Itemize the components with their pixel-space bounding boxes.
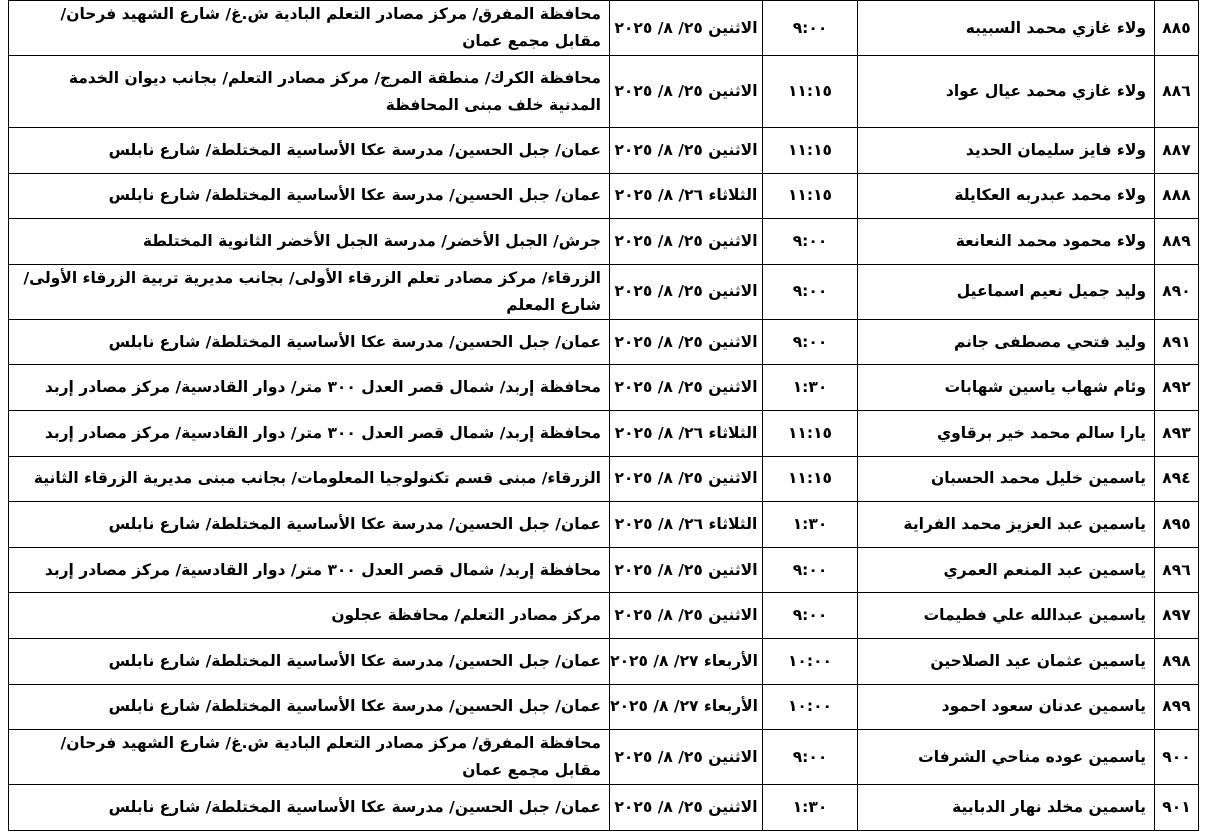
schedule-table <box>8 0 1199 831</box>
location-cell: عمان/ جبل الحسين/ مدرسة عكا الأساسية المختلطة/ شارع نابلس <box>9 684 610 730</box>
appointment-date-cell: الأربعاء ٢٧/ ٨/ ٢٠٢٥ <box>610 638 763 684</box>
person-name-cell: ياسمين عدنان سعود احمود <box>858 684 1155 730</box>
table-row <box>9 547 1199 593</box>
table-row <box>9 219 1199 265</box>
row-number-cell: ٨٩٣ <box>1155 410 1199 456</box>
location-cell: عمان/ جبل الحسين/ مدرسة عكا الأساسية المختلطة/ شارع نابلس <box>9 319 610 365</box>
person-name-cell: يارا سالم محمد خير برقاوي <box>858 410 1155 456</box>
appointment-date-cell: الاثنين ٢٥/ ٨/ ٢٠٢٥ <box>610 56 763 128</box>
table-row <box>9 264 1199 319</box>
person-name-cell: ياسمين عثمان عيد الصلاحين <box>858 638 1155 684</box>
location-cell: محافظة إربد/ شمال قصر العدل ٣٠٠ متر/ دوار القادسية/ مركز مصادر إربد <box>9 547 610 593</box>
location-cell: عمان/ جبل الحسين/ مدرسة عكا الأساسية المختلطة/ شارع نابلس <box>9 502 610 548</box>
person-name-cell: ياسمين عوده مناحي الشرفات <box>858 730 1155 785</box>
row-number-cell: ٩٠٠ <box>1155 730 1199 785</box>
appointment-time-cell: ١١:١٥ <box>763 56 858 128</box>
row-number-cell: ٨٨٦ <box>1155 56 1199 128</box>
appointment-time-cell: ١١:١٥ <box>763 128 858 174</box>
appointment-time-cell: ١:٣٠ <box>763 785 858 831</box>
person-name-cell: ياسمين عبد المنعم العمري <box>858 547 1155 593</box>
table-row <box>9 128 1199 174</box>
table-row <box>9 173 1199 219</box>
row-number-cell: ٨٩٥ <box>1155 502 1199 548</box>
row-number-cell: ٨٨٥ <box>1155 1 1199 56</box>
appointment-time-cell: ٩:٠٠ <box>763 319 858 365</box>
location-cell: جرش/ الجبل الأخضر/ مدرسة الجبل الأخضر الثانوية المختلطة <box>9 219 610 265</box>
appointment-time-cell: ٩:٠٠ <box>763 593 858 639</box>
appointment-time-cell: ١٠:٠٠ <box>763 638 858 684</box>
person-name-cell: ولاء غازي محمد عيال عواد <box>858 56 1155 128</box>
appointment-time-cell: ٩:٠٠ <box>763 1 858 56</box>
person-name-cell: ولاء فايز سليمان الحديد <box>858 128 1155 174</box>
location-cell: محافظة المفرق/ مركز مصادر التعلم البادية ش.غ/ شارع الشهيد فرحان/ مقابل مجمع عمان <box>9 730 610 785</box>
table-row <box>9 456 1199 502</box>
table-row <box>9 56 1199 128</box>
table-row <box>9 785 1199 831</box>
schedule-table-body <box>9 1 1199 831</box>
person-name-cell: ولاء محمود محمد النعانعة <box>858 219 1155 265</box>
appointment-date-cell: الاثنين ٢٥/ ٨/ ٢٠٢٥ <box>610 593 763 639</box>
location-cell: الزرقاء/ مركز مصادر تعلم الزرقاء الأولى/ بجانب مديرية تربية الزرقاء الأولى/ شارع المعلم <box>9 264 610 319</box>
row-number-cell: ٨٩٨ <box>1155 638 1199 684</box>
location-cell: مركز مصادر التعلم/ محافظة عجلون <box>9 593 610 639</box>
table-row <box>9 1 1199 56</box>
person-name-cell: ياسمين عبدالله علي فطيمات <box>858 593 1155 639</box>
table-row <box>9 365 1199 411</box>
table-row <box>9 319 1199 365</box>
appointment-time-cell: ١١:١٥ <box>763 456 858 502</box>
person-name-cell: ولاء غازي محمد السبيبه <box>858 1 1155 56</box>
row-number-cell: ٨٩٤ <box>1155 456 1199 502</box>
appointment-date-cell: الاثنين ٢٥/ ٨/ ٢٠٢٥ <box>610 365 763 411</box>
location-cell: محافظة المفرق/ مركز مصادر التعلم البادية ش.غ/ شارع الشهيد فرحان/ مقابل مجمع عمان <box>9 1 610 56</box>
table-row <box>9 593 1199 639</box>
location-cell: عمان/ جبل الحسين/ مدرسة عكا الأساسية المختلطة/ شارع نابلس <box>9 173 610 219</box>
row-number-cell: ٨٩٢ <box>1155 365 1199 411</box>
appointment-time-cell: ٩:٠٠ <box>763 547 858 593</box>
appointment-date-cell: الاثنين ٢٥/ ٨/ ٢٠٢٥ <box>610 264 763 319</box>
appointment-date-cell: الاثنين ٢٥/ ٨/ ٢٠٢٥ <box>610 456 763 502</box>
row-number-cell: ٨٩٧ <box>1155 593 1199 639</box>
appointment-time-cell: ١١:١٥ <box>763 410 858 456</box>
appointment-date-cell: الاثنين ٢٥/ ٨/ ٢٠٢٥ <box>610 1 763 56</box>
location-cell: محافظة إربد/ شمال قصر العدل ٣٠٠ متر/ دوار القادسية/ مركز مصادر إربد <box>9 410 610 456</box>
appointment-date-cell: الاثنين ٢٥/ ٨/ ٢٠٢٥ <box>610 730 763 785</box>
appointment-date-cell: الاثنين ٢٥/ ٨/ ٢٠٢٥ <box>610 547 763 593</box>
person-name-cell: ولاء محمد عبدربه العكايلة <box>858 173 1155 219</box>
appointment-time-cell: ٩:٠٠ <box>763 264 858 319</box>
row-number-cell: ٨٩١ <box>1155 319 1199 365</box>
appointment-time-cell: ١:٣٠ <box>763 502 858 548</box>
appointment-date-cell: الاثنين ٢٥/ ٨/ ٢٠٢٥ <box>610 785 763 831</box>
row-number-cell: ٨٩٩ <box>1155 684 1199 730</box>
location-cell: عمان/ جبل الحسين/ مدرسة عكا الأساسية المختلطة/ شارع نابلس <box>9 785 610 831</box>
appointment-date-cell: الثلاثاء ٢٦/ ٨/ ٢٠٢٥ <box>610 173 763 219</box>
location-cell: محافظة الكرك/ منطقة المرج/ مركز مصادر التعلم/ بجانب ديوان الخدمة المدنية خلف مبنى المحافظة <box>9 56 610 128</box>
person-name-cell: ياسمين مخلد نهار الدبابية <box>858 785 1155 831</box>
location-cell: الزرقاء/ مبنى قسم تكنولوجيا المعلومات/ بجانب مبنى مديرية الزرقاء الثانية <box>9 456 610 502</box>
appointment-time-cell: ١١:١٥ <box>763 173 858 219</box>
appointment-date-cell: الاثنين ٢٥/ ٨/ ٢٠٢٥ <box>610 128 763 174</box>
appointment-time-cell: ٩:٠٠ <box>763 730 858 785</box>
appointment-date-cell: الأربعاء ٢٧/ ٨/ ٢٠٢٥ <box>610 684 763 730</box>
table-row <box>9 684 1199 730</box>
row-number-cell: ٨٨٧ <box>1155 128 1199 174</box>
appointment-time-cell: ٩:٠٠ <box>763 219 858 265</box>
location-cell: عمان/ جبل الحسين/ مدرسة عكا الأساسية المختلطة/ شارع نابلس <box>9 128 610 174</box>
appointment-date-cell: الثلاثاء ٢٦/ ٨/ ٢٠٢٥ <box>610 502 763 548</box>
person-name-cell: وئام شهاب ياسين شهابات <box>858 365 1155 411</box>
row-number-cell: ٨٨٩ <box>1155 219 1199 265</box>
table-row <box>9 730 1199 785</box>
row-number-cell: ٨٩٠ <box>1155 264 1199 319</box>
person-name-cell: وليد جميل نعيم اسماعيل <box>858 264 1155 319</box>
table-row <box>9 410 1199 456</box>
appointment-date-cell: الاثنين ٢٥/ ٨/ ٢٠٢٥ <box>610 319 763 365</box>
person-name-cell: ياسمين عبد العزيز محمد الفراية <box>858 502 1155 548</box>
location-cell: محافظة إربد/ شمال قصر العدل ٣٠٠ متر/ دوار القادسية/ مركز مصادر إربد <box>9 365 610 411</box>
table-row <box>9 638 1199 684</box>
row-number-cell: ٨٨٨ <box>1155 173 1199 219</box>
appointment-time-cell: ١:٣٠ <box>763 365 858 411</box>
row-number-cell: ٩٠١ <box>1155 785 1199 831</box>
person-name-cell: ياسمين خليل محمد الحسبان <box>858 456 1155 502</box>
location-cell: عمان/ جبل الحسين/ مدرسة عكا الأساسية المختلطة/ شارع نابلس <box>9 638 610 684</box>
person-name-cell: وليد فتحي مصطفى جانم <box>858 319 1155 365</box>
table-row <box>9 502 1199 548</box>
row-number-cell: ٨٩٦ <box>1155 547 1199 593</box>
appointment-date-cell: الثلاثاء ٢٦/ ٨/ ٢٠٢٥ <box>610 410 763 456</box>
appointment-time-cell: ١٠:٠٠ <box>763 684 858 730</box>
appointment-date-cell: الاثنين ٢٥/ ٨/ ٢٠٢٥ <box>610 219 763 265</box>
